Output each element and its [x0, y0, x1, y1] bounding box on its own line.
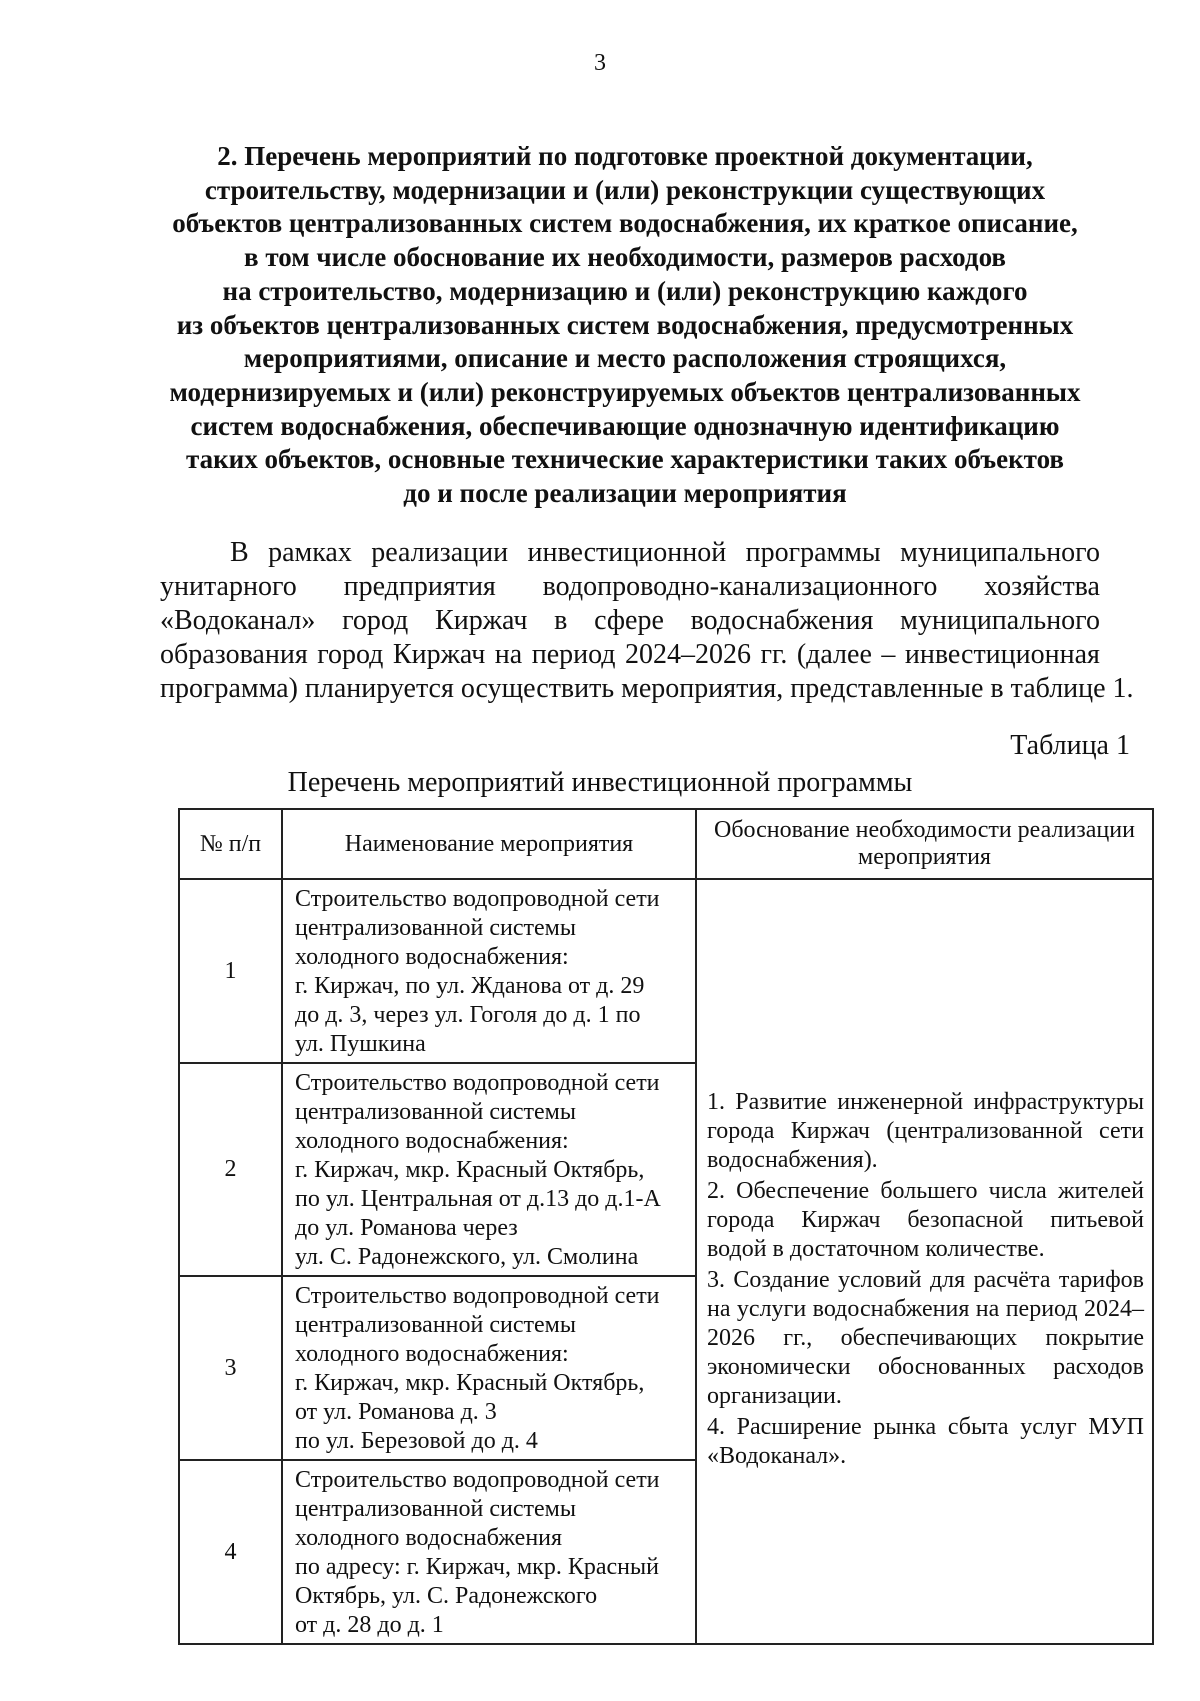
heading-line: таких объектов, основные технические характеристики таких объектов [186, 444, 1064, 475]
table-row [179, 879, 1153, 1063]
measure-name-line: ул. Пушкина [295, 1031, 426, 1057]
intro-word: унитарного [160, 571, 297, 602]
intro-word: период [531, 639, 616, 670]
intro-word: Киржач [435, 605, 528, 636]
intro-word: водопроводно-канализационного [542, 571, 938, 602]
measure-name-line: Строительство водопроводной сети [295, 1070, 660, 1096]
heading-line: строительству, модернизации и (или) реконструкции существующих [204, 174, 1046, 205]
intro-word: 2024–2026 [625, 639, 752, 670]
intro-word: (далее [796, 639, 872, 670]
header-name: Наименование мероприятия [282, 809, 696, 879]
intro-word: город [342, 605, 409, 636]
measure-name-line: холодного водоснабжения: [295, 1341, 569, 1367]
intro-word: водоснабжения [690, 605, 874, 636]
intro-line [160, 672, 1134, 706]
page-number: 3 [594, 50, 606, 76]
intro-paragraph [160, 536, 1134, 706]
heading-line: объектов централизованных систем водоснабжения, их краткое описание, [172, 208, 1078, 239]
measure-name-line: по ул. Березовой до д. 4 [295, 1428, 538, 1454]
measure-name-line: до д. 3, через ул. Гоголя до д. 1 по [295, 1002, 641, 1028]
heading-line: до и после реализации мероприятия [403, 478, 847, 509]
header-number: № п/п [179, 809, 282, 879]
row-number: 2 [179, 1063, 282, 1276]
intro-word: муниципального [900, 605, 1100, 636]
heading-line: на строительство, модернизацию и (или) реконструкцию каждого [222, 275, 1028, 306]
measure-name-line: централизованной системы [295, 1312, 576, 1338]
heading-line: из объектов централизованных систем водоснабжения, предусмотренных [176, 309, 1074, 340]
row-number: 1 [179, 879, 282, 1063]
measure-name [282, 1276, 696, 1460]
measure-name-line: от ул. Романова д. 3 [295, 1399, 497, 1425]
measure-name-line: Строительство водопроводной сети [295, 886, 660, 912]
measure-name-line: Строительство водопроводной сети [295, 1467, 660, 1493]
intro-word: инвестиционная [904, 639, 1100, 670]
table-header-row [179, 809, 1153, 879]
measure-name-line: по адресу: г. Киржач, мкр. Красный [295, 1554, 659, 1580]
intro-word: сфере [594, 605, 664, 636]
header-justification: Обоснование необходимости реализации мероприятия [696, 809, 1153, 879]
justification-item: 1. Развитие инженерной инфраструктуры города Киржач (централизованной сети водоснабжения). [707, 1089, 1144, 1173]
measure-name-line: холодного водоснабжения: [295, 944, 569, 970]
intro-line [160, 604, 1100, 638]
intro-word: – [881, 639, 896, 670]
heading-line: систем водоснабжения, обеспечивающие однозначную идентификацию [190, 410, 1060, 441]
section-heading [140, 140, 1110, 511]
measure-name [282, 1460, 696, 1644]
intro-word: в [554, 605, 568, 636]
measure-name-line: до ул. Романова через [295, 1215, 518, 1241]
measures-table [178, 808, 1154, 1645]
intro-word: «Водоканал» [160, 605, 316, 636]
measure-name-line: централизованной системы [295, 1099, 576, 1125]
intro-word: на [494, 639, 523, 670]
heading-line: 2. Перечень мероприятий по подготовке проектной документации, [217, 141, 1033, 171]
intro-word: инвестиционной [527, 537, 727, 568]
justification-item: 4. Расширение рынка сбыта услуг МУП «Водоканал». [707, 1414, 1144, 1469]
measure-name-line: г. Киржач, мкр. Красный Октябрь, [295, 1157, 645, 1183]
row-number: 4 [179, 1460, 282, 1644]
table-body [179, 879, 1153, 1644]
table-label: Таблица 1 [1010, 730, 1130, 761]
measure-name-line: централизованной системы [295, 1496, 576, 1522]
intro-word: предприятия [343, 571, 496, 602]
heading-line: мероприятиями, описание и место расположения строящихся, [243, 343, 1007, 374]
measure-name-line: холодного водоснабжения: [295, 1128, 569, 1154]
heading-line: в том числе обоснование их необходимости, размеров расходов [244, 242, 1006, 273]
intro-word: В [230, 537, 249, 568]
justification-cell [696, 879, 1153, 1644]
justification-item: 2. Обеспечение большего числа жителей города Киржач безопасной питьевой водой в достаточном количестве. [707, 1178, 1144, 1262]
intro-word: гг. [760, 639, 788, 670]
intro-line [160, 570, 1100, 604]
measure-name-line: холодного водоснабжения [295, 1525, 563, 1551]
intro-word: Киржач [392, 639, 486, 670]
intro-word: реализации [371, 537, 509, 568]
intro-word: хозяйства [984, 571, 1100, 602]
measure-name [282, 1063, 696, 1276]
intro-line [160, 638, 1100, 672]
measure-name-line: Строительство водопроводной сети [295, 1283, 660, 1309]
measure-name [282, 879, 696, 1063]
intro-word: рамках [268, 537, 352, 568]
measure-name-line: ул. С. Радонежского, ул. Смолина [295, 1244, 639, 1270]
intro-line [160, 536, 1100, 570]
intro-word: муниципального [900, 537, 1100, 568]
measure-name-line: г. Киржач, мкр. Красный Октябрь, [295, 1370, 645, 1396]
measure-name-line: от д. 28 до д. 1 [295, 1612, 444, 1638]
table-title: Перечень мероприятий инвестиционной программы [287, 767, 913, 798]
intro-word: программы [745, 537, 881, 568]
intro-word: образования [160, 639, 308, 670]
intro-word: город [317, 639, 384, 670]
justification-item: 3. Создание условий для расчёта тарифов на услуги водоснабжения на период 2024–2026 гг., обеспечивающих покрытие экономически обоснованных расходов организации. [707, 1267, 1144, 1409]
measure-name-line: централизованной системы [295, 915, 576, 941]
intro-word: программа) планируется осуществить мероприятия, представленные в таблице 1. [160, 673, 1134, 704]
row-number: 3 [179, 1276, 282, 1460]
heading-line: модернизируемых и (или) реконструируемых объектов централизованных [169, 376, 1081, 407]
measure-name-line: г. Киржач, по ул. Жданова от д. 29 [295, 973, 645, 999]
measure-name-line: Октябрь, ул. С. Радонежского [295, 1583, 598, 1609]
measure-name-line: по ул. Центральная от д.13 до д.1-А [295, 1186, 661, 1212]
